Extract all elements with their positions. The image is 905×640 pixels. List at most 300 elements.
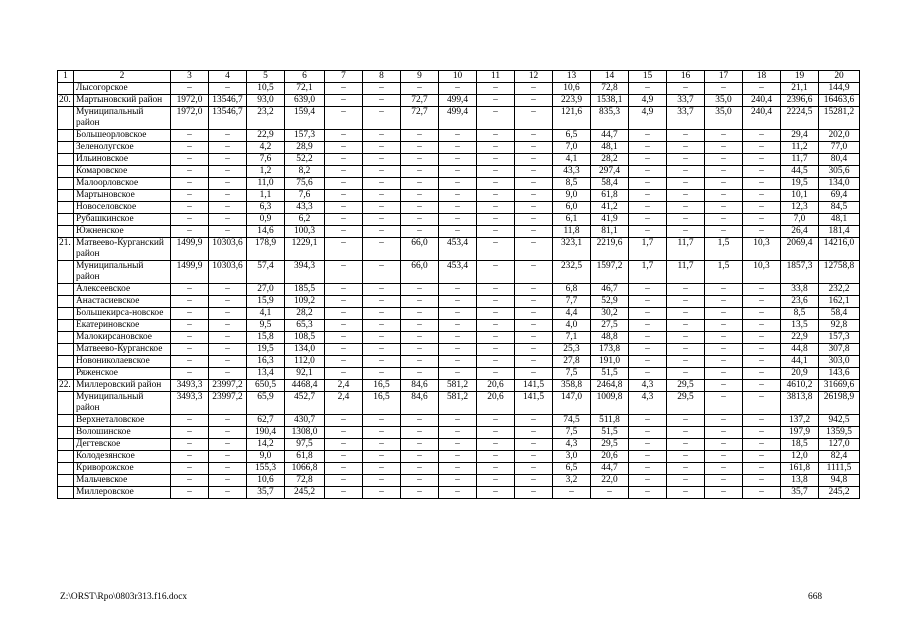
table-row <box>58 356 860 368</box>
row-name: Большекирса-новское <box>74 308 171 320</box>
value-cell: 35,7 <box>781 487 819 499</box>
value-cell: 6,5 <box>553 130 591 142</box>
value-cell: – <box>705 202 743 214</box>
value-cell: 20,6 <box>477 380 515 392</box>
value-cell: – <box>743 344 781 356</box>
row-number: 21. <box>58 238 74 261</box>
value-cell: 147,0 <box>553 392 591 415</box>
table-row <box>58 284 860 296</box>
value-cell: – <box>325 154 363 166</box>
value-cell: – <box>667 190 705 202</box>
value-cell: 93,0 <box>247 95 285 107</box>
value-cell: – <box>401 284 439 296</box>
value-cell: – <box>515 238 553 261</box>
value-cell: 13,5 <box>781 320 819 332</box>
value-cell: – <box>209 83 247 95</box>
row-number <box>58 320 74 332</box>
value-cell: – <box>667 83 705 95</box>
value-cell: – <box>477 415 515 427</box>
value-cell: 84,5 <box>819 202 860 214</box>
value-cell: – <box>515 487 553 499</box>
value-cell: – <box>705 344 743 356</box>
row-name: Мартыновское <box>74 190 171 202</box>
header-cell: 7 <box>325 71 363 83</box>
value-cell: 22,0 <box>591 475 629 487</box>
value-cell: – <box>209 214 247 226</box>
value-cell: – <box>705 392 743 415</box>
value-cell: – <box>743 284 781 296</box>
value-cell: – <box>743 83 781 95</box>
value-cell: – <box>667 214 705 226</box>
value-cell: – <box>667 439 705 451</box>
value-cell: 22,9 <box>247 130 285 142</box>
value-cell: 650,5 <box>247 380 285 392</box>
value-cell: 2219,6 <box>591 238 629 261</box>
value-cell: – <box>477 166 515 178</box>
value-cell: – <box>705 226 743 238</box>
value-cell: – <box>171 154 209 166</box>
row-name: Верхнеталовское <box>74 415 171 427</box>
value-cell: – <box>705 83 743 95</box>
value-cell: 2396,6 <box>781 95 819 107</box>
value-cell: 581,2 <box>439 392 477 415</box>
value-cell: – <box>325 142 363 154</box>
value-cell: – <box>325 308 363 320</box>
value-cell: – <box>209 166 247 178</box>
value-cell: – <box>439 296 477 308</box>
value-cell: – <box>325 178 363 190</box>
value-cell: – <box>515 166 553 178</box>
row-number <box>58 166 74 178</box>
value-cell: – <box>401 320 439 332</box>
value-cell: 52,2 <box>285 154 325 166</box>
value-cell: – <box>515 284 553 296</box>
value-cell: 28,9 <box>285 142 325 154</box>
footer-page-number: 668 <box>808 592 823 602</box>
value-cell: – <box>439 368 477 380</box>
value-cell: 240,4 <box>743 107 781 130</box>
value-cell: 15,9 <box>247 296 285 308</box>
value-cell: 29,5 <box>591 439 629 451</box>
value-cell: 11,8 <box>553 226 591 238</box>
value-cell: 240,4 <box>743 95 781 107</box>
row-number <box>58 154 74 166</box>
value-cell: 72,7 <box>401 107 439 130</box>
value-cell: – <box>515 190 553 202</box>
value-cell: 7,7 <box>553 296 591 308</box>
value-cell: – <box>363 427 401 439</box>
value-cell: 155,3 <box>247 463 285 475</box>
value-cell: 173,8 <box>591 344 629 356</box>
row-number <box>58 344 74 356</box>
row-name: Рубашкинское <box>74 214 171 226</box>
value-cell: – <box>743 308 781 320</box>
value-cell: – <box>667 475 705 487</box>
row-name: Лысогорское <box>74 83 171 95</box>
value-cell: – <box>401 475 439 487</box>
value-cell: – <box>629 368 667 380</box>
value-cell: 48,8 <box>591 332 629 344</box>
value-cell: – <box>209 190 247 202</box>
value-cell: – <box>325 107 363 130</box>
value-cell: – <box>439 439 477 451</box>
value-cell: – <box>629 320 667 332</box>
value-cell: – <box>515 296 553 308</box>
value-cell: – <box>515 107 553 130</box>
row-number <box>58 190 74 202</box>
value-cell: 84,6 <box>401 380 439 392</box>
value-cell: – <box>477 320 515 332</box>
value-cell: 942,5 <box>819 415 860 427</box>
value-cell: – <box>325 202 363 214</box>
value-cell: – <box>401 166 439 178</box>
value-cell: 2464,8 <box>591 380 629 392</box>
value-cell: – <box>515 178 553 190</box>
value-cell: – <box>209 142 247 154</box>
value-cell: – <box>743 380 781 392</box>
value-cell: – <box>667 368 705 380</box>
value-cell: – <box>705 214 743 226</box>
value-cell: 28,2 <box>285 308 325 320</box>
value-cell: 0,9 <box>247 214 285 226</box>
value-cell: 16,5 <box>363 380 401 392</box>
value-cell: – <box>705 130 743 142</box>
value-cell: – <box>629 190 667 202</box>
value-cell: 10,3 <box>743 238 781 261</box>
value-cell: 137,2 <box>781 415 819 427</box>
value-cell: 511,8 <box>591 415 629 427</box>
value-cell: 7,6 <box>285 190 325 202</box>
value-cell: 23997,2 <box>209 392 247 415</box>
value-cell: 16463,6 <box>819 95 860 107</box>
value-cell: – <box>171 451 209 463</box>
value-cell: 43,3 <box>285 202 325 214</box>
value-cell: – <box>171 475 209 487</box>
value-cell: – <box>209 332 247 344</box>
value-cell: – <box>743 142 781 154</box>
header-cell: 6 <box>285 71 325 83</box>
value-cell: 16,5 <box>363 392 401 415</box>
value-cell: – <box>325 368 363 380</box>
value-cell: 62,7 <box>247 415 285 427</box>
value-cell: – <box>171 214 209 226</box>
value-cell: 66,0 <box>401 261 439 284</box>
value-cell: – <box>171 463 209 475</box>
value-cell: – <box>743 487 781 499</box>
value-cell: – <box>325 130 363 142</box>
value-cell: – <box>439 344 477 356</box>
value-cell: – <box>171 202 209 214</box>
value-cell: 4,3 <box>629 392 667 415</box>
header-cell: 17 <box>705 71 743 83</box>
row-name: Дегтевское <box>74 439 171 451</box>
value-cell: – <box>363 214 401 226</box>
value-cell: – <box>515 154 553 166</box>
value-cell: – <box>515 202 553 214</box>
value-cell: 61,8 <box>591 190 629 202</box>
value-cell: – <box>477 178 515 190</box>
value-cell: – <box>209 284 247 296</box>
value-cell: – <box>629 439 667 451</box>
value-cell: 134,0 <box>285 344 325 356</box>
value-cell: – <box>743 415 781 427</box>
value-cell: 3493,3 <box>171 380 209 392</box>
value-cell: 6,5 <box>553 463 591 475</box>
value-cell: – <box>363 308 401 320</box>
value-cell: 3493,3 <box>171 392 209 415</box>
value-cell: – <box>515 226 553 238</box>
value-cell: – <box>515 95 553 107</box>
value-cell: 81,1 <box>591 226 629 238</box>
value-cell: – <box>439 130 477 142</box>
value-cell: – <box>667 296 705 308</box>
value-cell: – <box>209 320 247 332</box>
row-number <box>58 415 74 427</box>
value-cell: – <box>477 427 515 439</box>
value-cell: – <box>515 368 553 380</box>
value-cell: – <box>743 368 781 380</box>
value-cell: – <box>705 427 743 439</box>
value-cell: 2224,5 <box>781 107 819 130</box>
value-cell: – <box>515 415 553 427</box>
value-cell: – <box>171 83 209 95</box>
value-cell: 178,9 <box>247 238 285 261</box>
value-cell: – <box>629 356 667 368</box>
value-cell: – <box>667 344 705 356</box>
value-cell: 7,5 <box>553 368 591 380</box>
value-cell: – <box>171 166 209 178</box>
value-cell: 11,0 <box>247 178 285 190</box>
value-cell: 141,5 <box>515 392 553 415</box>
value-cell: 202,0 <box>819 130 860 142</box>
row-number <box>58 451 74 463</box>
value-cell: – <box>363 226 401 238</box>
value-cell: 1,5 <box>705 238 743 261</box>
value-cell: 453,4 <box>439 261 477 284</box>
value-cell: – <box>209 368 247 380</box>
value-cell: – <box>743 320 781 332</box>
row-number <box>58 368 74 380</box>
row-name: Криворожское <box>74 463 171 475</box>
value-cell: 499,4 <box>439 107 477 130</box>
row-name: Мальчевское <box>74 475 171 487</box>
table-row <box>58 166 860 178</box>
value-cell: 6,8 <box>553 284 591 296</box>
value-cell: – <box>667 308 705 320</box>
value-cell: – <box>553 487 591 499</box>
value-cell: 2069,4 <box>781 238 819 261</box>
value-cell: – <box>363 475 401 487</box>
value-cell: 20,9 <box>781 368 819 380</box>
value-cell: 44,7 <box>591 130 629 142</box>
value-cell: 16,3 <box>247 356 285 368</box>
value-cell: – <box>743 214 781 226</box>
value-cell: – <box>705 332 743 344</box>
row-number <box>58 226 74 238</box>
value-cell: 80,4 <box>819 154 860 166</box>
row-number <box>58 439 74 451</box>
value-cell: – <box>743 178 781 190</box>
value-cell: – <box>439 202 477 214</box>
value-cell: 223,9 <box>553 95 591 107</box>
value-cell: 3,2 <box>553 475 591 487</box>
value-cell: 11,2 <box>781 142 819 154</box>
table-row <box>58 95 860 107</box>
value-cell: 26,4 <box>781 226 819 238</box>
value-cell: 1,5 <box>705 261 743 284</box>
table-row <box>58 226 860 238</box>
value-cell: – <box>209 356 247 368</box>
value-cell: 33,7 <box>667 95 705 107</box>
table-row <box>58 214 860 226</box>
value-cell: – <box>629 226 667 238</box>
value-cell: 197,9 <box>781 427 819 439</box>
table-row <box>58 475 860 487</box>
value-cell: 29,4 <box>781 130 819 142</box>
row-name: Большеорловское <box>74 130 171 142</box>
value-cell: – <box>171 284 209 296</box>
value-cell: 4468,4 <box>285 380 325 392</box>
value-cell: – <box>325 415 363 427</box>
table-body <box>58 71 860 499</box>
value-cell: – <box>401 214 439 226</box>
value-cell: – <box>743 190 781 202</box>
value-cell: – <box>439 427 477 439</box>
value-cell: 2,4 <box>325 380 363 392</box>
value-cell: – <box>705 475 743 487</box>
value-cell: 44,5 <box>781 166 819 178</box>
value-cell: – <box>325 261 363 284</box>
value-cell: 84,6 <box>401 392 439 415</box>
value-cell: – <box>629 214 667 226</box>
value-cell: – <box>515 83 553 95</box>
value-cell: 8,5 <box>781 308 819 320</box>
value-cell: 48,1 <box>591 142 629 154</box>
value-cell: 10303,6 <box>209 261 247 284</box>
value-cell: 7,0 <box>553 142 591 154</box>
row-name: Муниципальный район <box>74 107 171 130</box>
value-cell: – <box>171 427 209 439</box>
row-name: Миллеровское <box>74 487 171 499</box>
header-cell: 2 <box>74 71 171 83</box>
value-cell: 13,4 <box>247 368 285 380</box>
value-cell: – <box>325 190 363 202</box>
value-cell: – <box>667 427 705 439</box>
table-row <box>58 154 860 166</box>
value-cell: 15281,2 <box>819 107 860 130</box>
value-cell: 92,1 <box>285 368 325 380</box>
value-cell: 3813,8 <box>781 392 819 415</box>
value-cell: 44,8 <box>781 344 819 356</box>
value-cell: – <box>515 463 553 475</box>
value-cell: 65,3 <box>285 320 325 332</box>
value-cell: 94,8 <box>819 475 860 487</box>
value-cell: – <box>515 451 553 463</box>
value-cell: – <box>401 226 439 238</box>
value-cell: – <box>363 142 401 154</box>
header-cell: 5 <box>247 71 285 83</box>
value-cell: – <box>401 463 439 475</box>
value-cell: – <box>629 332 667 344</box>
value-cell: 31669,6 <box>819 380 860 392</box>
value-cell: – <box>477 439 515 451</box>
value-cell: – <box>439 320 477 332</box>
header-cell: 8 <box>363 71 401 83</box>
table-row <box>58 463 860 475</box>
row-name: Малокирсановское <box>74 332 171 344</box>
value-cell: – <box>705 415 743 427</box>
table-row <box>58 320 860 332</box>
value-cell: – <box>363 344 401 356</box>
value-cell: 18,5 <box>781 439 819 451</box>
value-cell: – <box>629 415 667 427</box>
value-cell: – <box>477 261 515 284</box>
value-cell: 4,2 <box>247 142 285 154</box>
value-cell: – <box>363 83 401 95</box>
value-cell: 1308,0 <box>285 427 325 439</box>
value-cell: – <box>439 451 477 463</box>
value-cell: – <box>705 368 743 380</box>
value-cell: – <box>439 332 477 344</box>
value-cell: 23997,2 <box>209 380 247 392</box>
value-cell: 1499,9 <box>171 238 209 261</box>
value-cell: 127,0 <box>819 439 860 451</box>
value-cell: – <box>667 356 705 368</box>
table-row <box>58 368 860 380</box>
table-row <box>58 332 860 344</box>
value-cell: – <box>667 284 705 296</box>
value-cell: 4,0 <box>553 320 591 332</box>
value-cell: – <box>325 320 363 332</box>
value-cell: 190,4 <box>247 427 285 439</box>
row-name: Муниципальный район <box>74 392 171 415</box>
value-cell: – <box>477 463 515 475</box>
value-cell: 12,3 <box>781 202 819 214</box>
value-cell: – <box>667 487 705 499</box>
value-cell: – <box>515 261 553 284</box>
value-cell: 10,6 <box>247 475 285 487</box>
table-row <box>58 107 860 130</box>
value-cell: 4,9 <box>629 107 667 130</box>
value-cell: – <box>439 284 477 296</box>
value-cell: – <box>439 142 477 154</box>
row-number <box>58 475 74 487</box>
value-cell: – <box>477 83 515 95</box>
value-cell: – <box>363 154 401 166</box>
table-row <box>58 296 860 308</box>
value-cell: – <box>363 463 401 475</box>
value-cell: – <box>439 487 477 499</box>
value-cell: – <box>743 427 781 439</box>
value-cell: – <box>363 368 401 380</box>
row-number <box>58 214 74 226</box>
value-cell: – <box>401 130 439 142</box>
value-cell: – <box>439 415 477 427</box>
value-cell: – <box>171 320 209 332</box>
value-cell: 2,4 <box>325 392 363 415</box>
value-cell: 65,9 <box>247 392 285 415</box>
value-cell: 303,0 <box>819 356 860 368</box>
value-cell: – <box>667 226 705 238</box>
value-cell: – <box>667 142 705 154</box>
value-cell: 13546,7 <box>209 95 247 107</box>
value-cell: – <box>477 154 515 166</box>
row-name: Ряженское <box>74 368 171 380</box>
header-cell: 11 <box>477 71 515 83</box>
value-cell: 51,5 <box>591 427 629 439</box>
value-cell: – <box>209 427 247 439</box>
value-cell: – <box>171 415 209 427</box>
